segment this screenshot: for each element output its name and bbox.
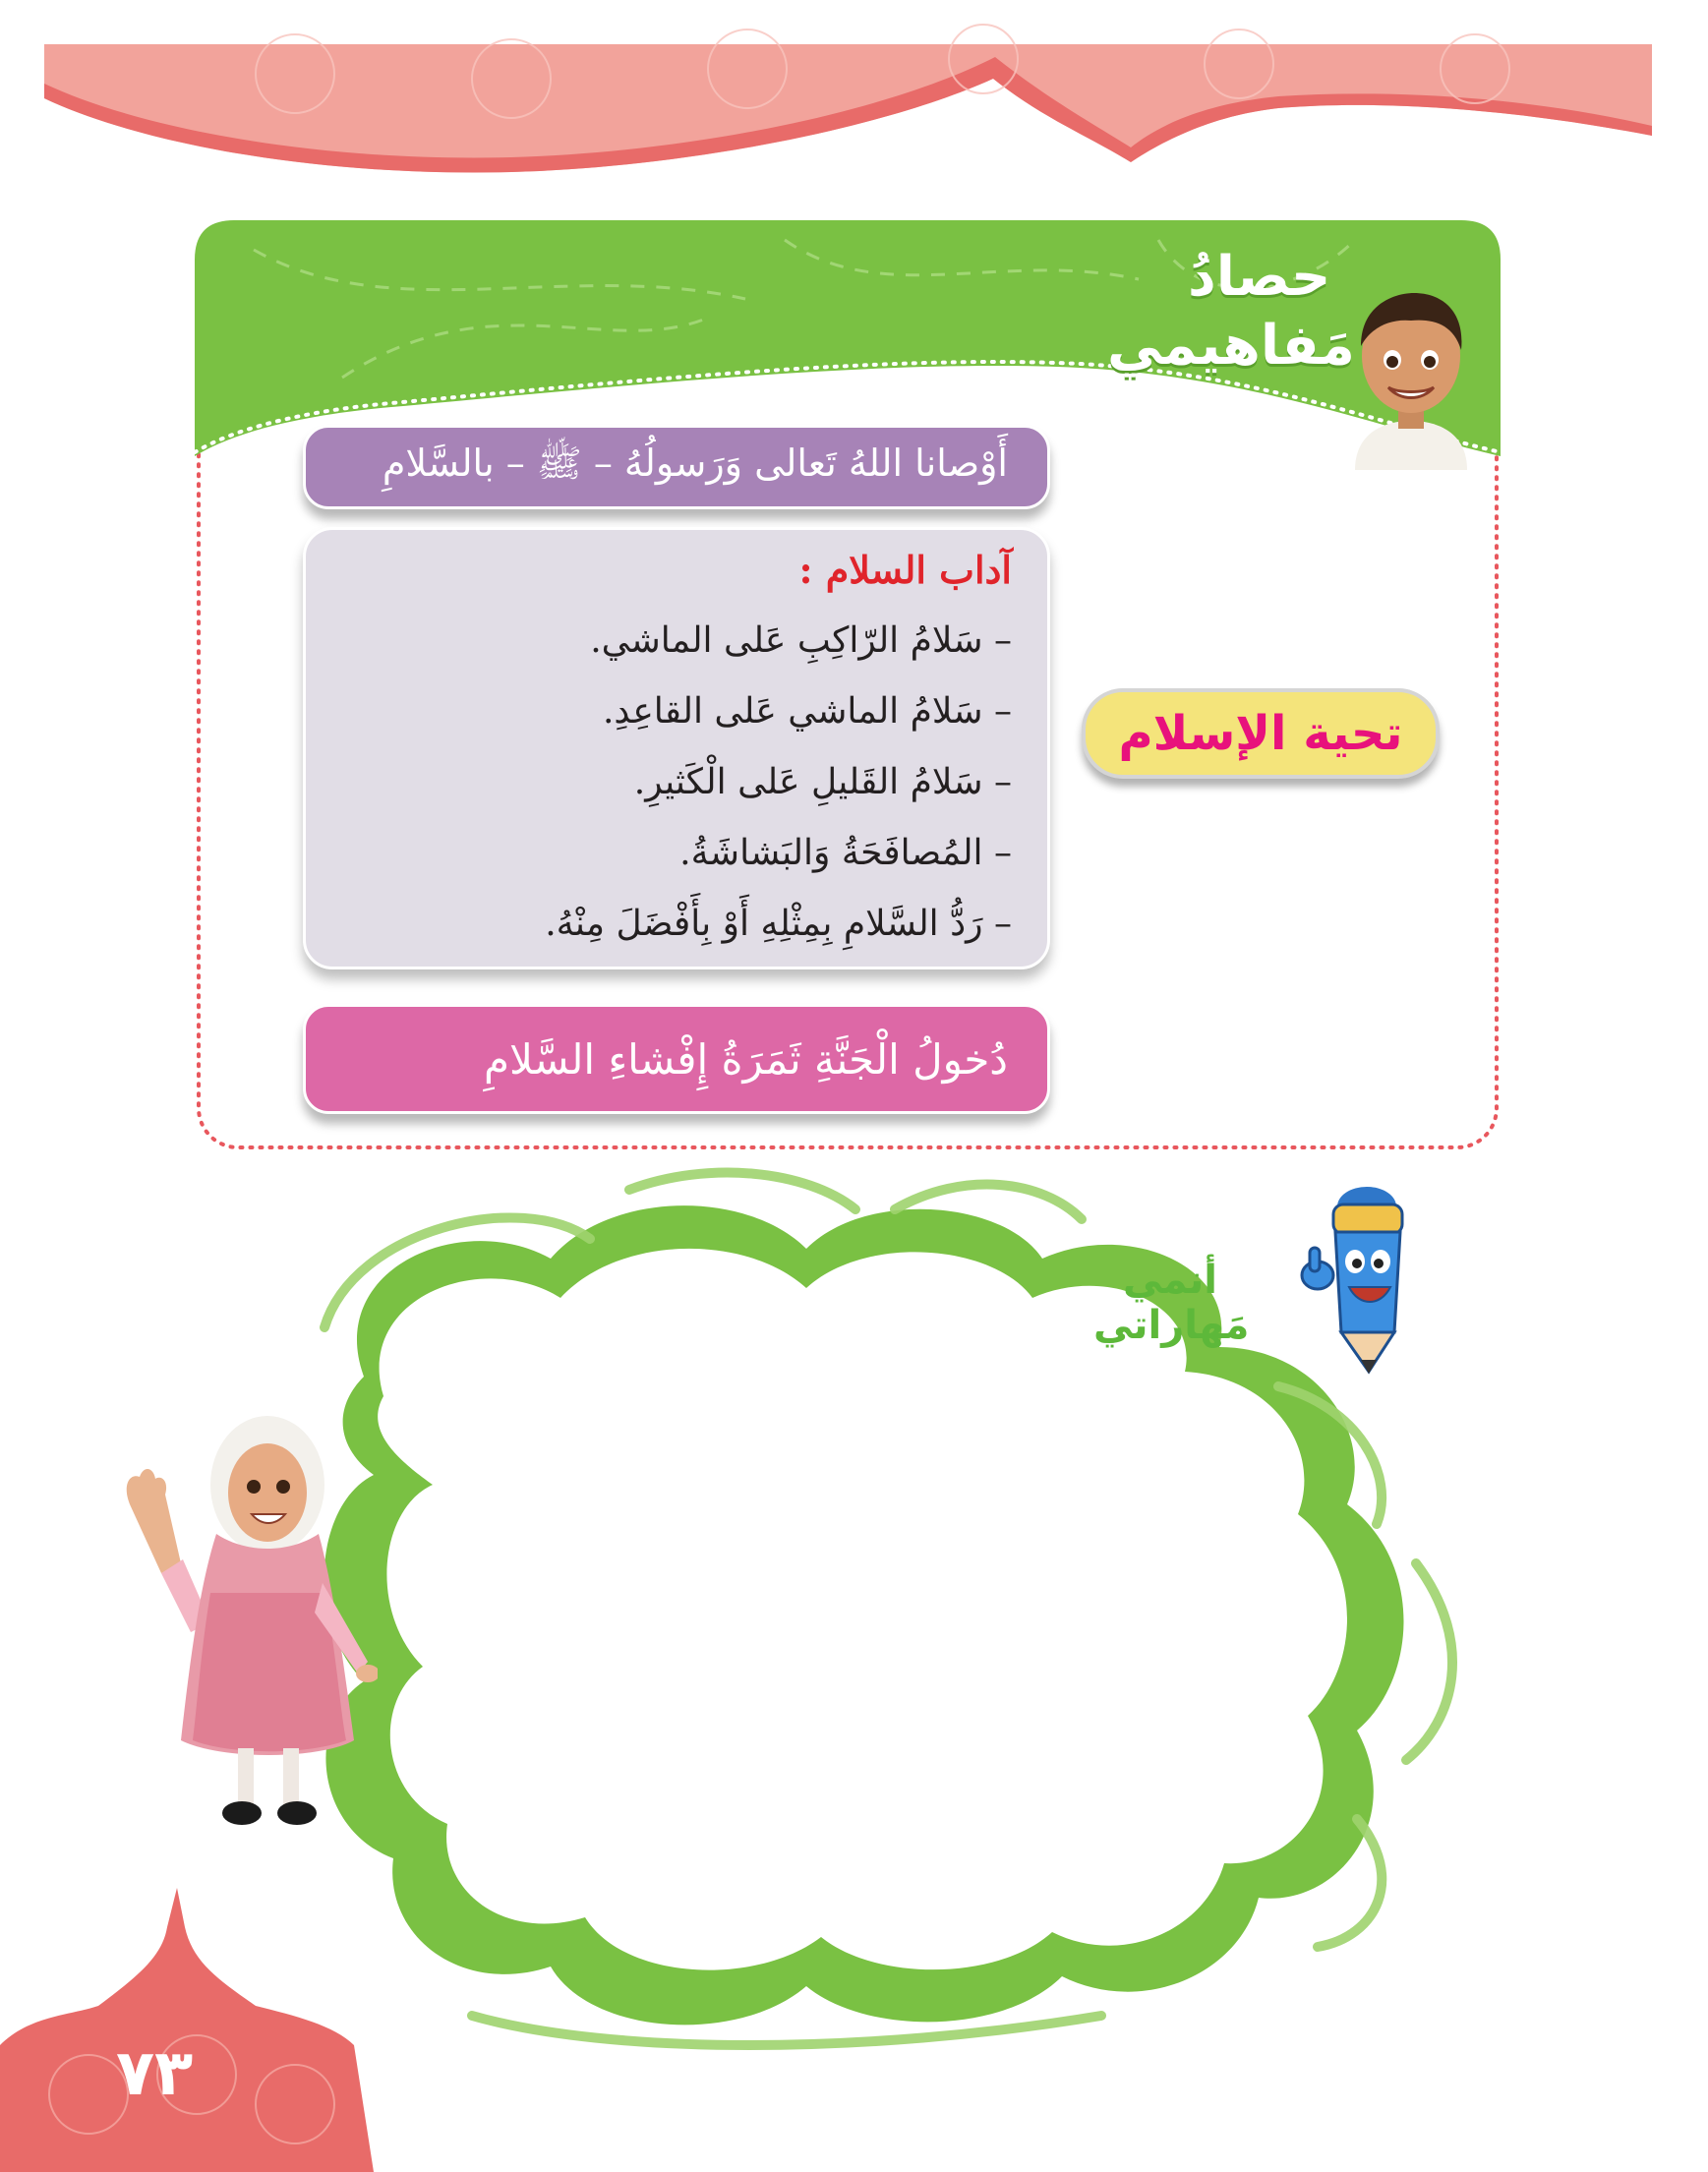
skills-title-line1: أنمي [1123, 1258, 1218, 1303]
manner-item: – رَدُّ السَّلامِ بِمِثْلِهِ أَوْ بِأَفْضَلَ مِنْهُ. [545, 904, 1012, 944]
girl-figure [122, 1416, 378, 1849]
manner-item: – سَلامُ القَليلِ عَلى الْكَثيرِ. [633, 762, 1012, 802]
harvest-title-line1: حصادُ [1188, 245, 1331, 309]
page-number: ٧٣ [116, 2037, 194, 2110]
skills-title-line2: مَهاراتي [1093, 1303, 1250, 1348]
manners-box [303, 527, 1050, 969]
page-corner-dome [0, 1868, 374, 2172]
manner-item: – المُصافَحَةُ وَالبَشاشَةُ. [679, 833, 1012, 873]
harvest-title-line2: مَفاهيمي [1107, 314, 1355, 378]
command-pill [303, 425, 1050, 509]
fruit-pill [303, 1004, 1050, 1114]
fruit-text: دُخولُ الْجَنَّةِ ثَمَرَةُ إِفْشاءِ السَّلامِ [484, 1034, 1008, 1084]
command-text: أَوْصانا اللهُ تَعالى وَرَسولُهُ – ﷺ – بالسَّلامِ [382, 440, 1008, 485]
manner-item: – سَلامُ الماشي عَلى القاعِدِ. [602, 691, 1012, 732]
topic-badge [1082, 688, 1440, 779]
manner-item: – سَلامُ الرّاكِبِ عَلى الماشي. [590, 620, 1012, 661]
manners-heading: آداب السلام : [798, 548, 1012, 592]
top-decorative-band [0, 0, 1708, 177]
boy-avatar [1345, 285, 1477, 470]
pencil-mascot [1296, 1185, 1426, 1378]
topic-badge-label: تحية الإسلام [1118, 706, 1403, 761]
